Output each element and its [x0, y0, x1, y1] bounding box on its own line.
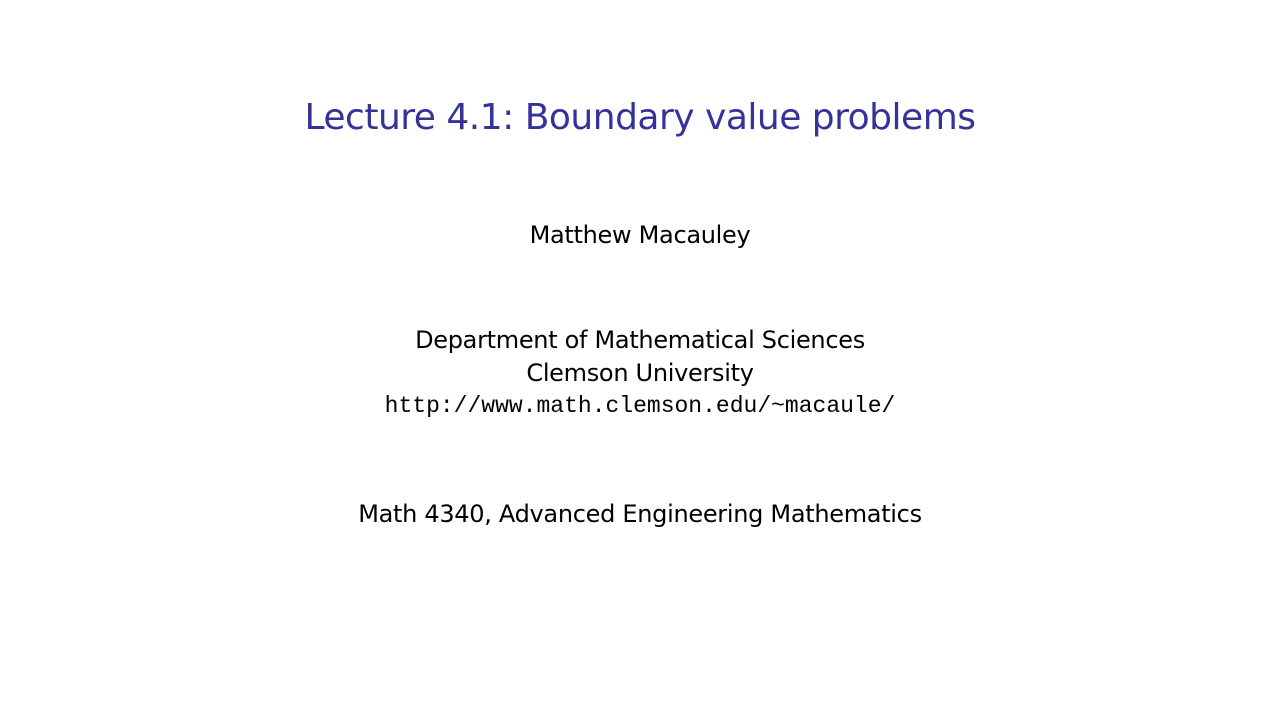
- department-name: Department of Mathematical Sciences: [415, 326, 865, 354]
- institute-block: [0, 324, 1280, 423]
- course-name: Math 4340, Advanced Engineering Mathematics: [358, 500, 922, 528]
- university-name: Clemson University: [526, 359, 754, 387]
- slide-title: Lecture 4.1: Boundary value problems: [304, 97, 976, 139]
- author-name: Matthew Macauley: [529, 221, 751, 249]
- homepage-link[interactable]: http://www.math.clemson.edu/~macaule/: [384, 393, 896, 419]
